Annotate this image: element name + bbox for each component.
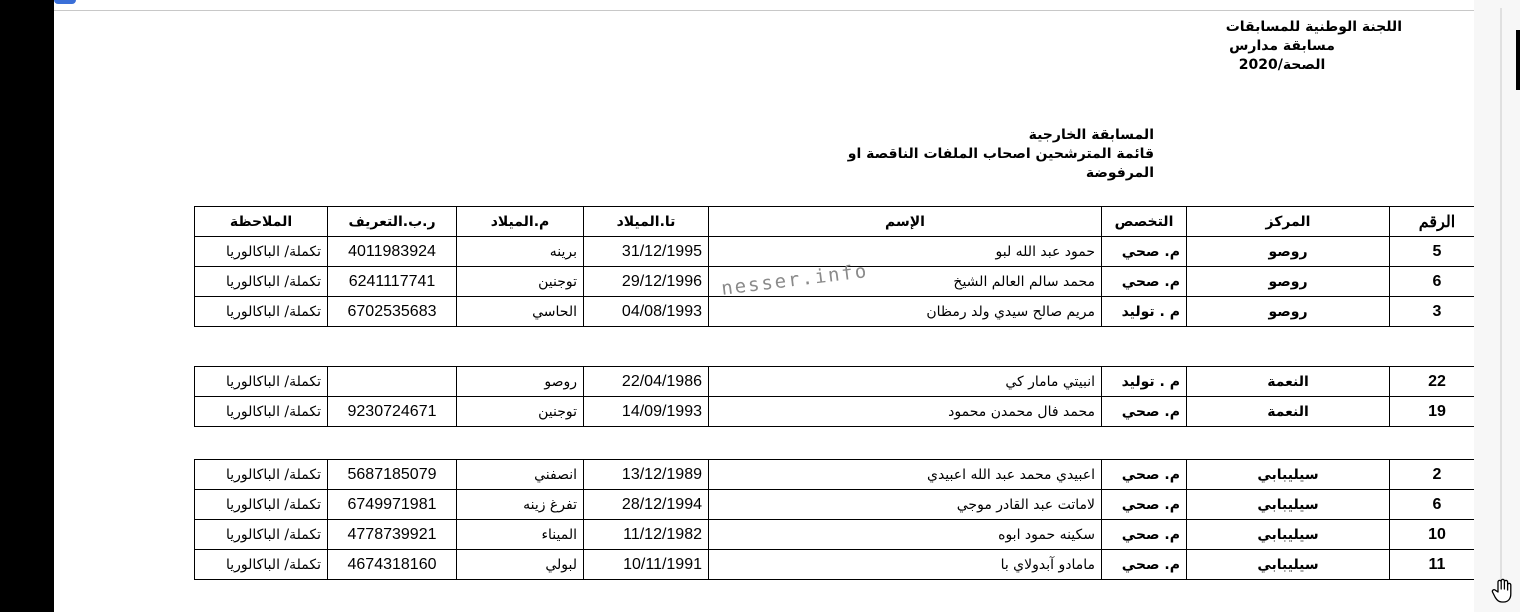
contest-name: مسابقة مدارس [1229, 38, 1335, 54]
table-row [195, 520, 1485, 550]
cell-name: سكينه حمود ابوه [709, 520, 1102, 550]
cell-birth-date: 28/12/1994 [584, 490, 709, 520]
cell-name: مامادو آبدولاي با [709, 550, 1102, 580]
col-number: الرقم [1390, 207, 1485, 237]
cell-id-number: 6702535683 [328, 297, 457, 327]
cell-name: انبيتي مامار كي [709, 367, 1102, 397]
cell-name: اعبيدي محمد عبد الله اعبيدي [709, 460, 1102, 490]
cell-specialty: م. صحي [1102, 550, 1187, 580]
cell-id-number: 4011983924 [328, 237, 457, 267]
cell-number: 22 [1390, 367, 1485, 397]
cell-specialty: م. صحي [1102, 397, 1187, 427]
cell-center: روصو [1187, 267, 1390, 297]
cell-note: تكملة/ الباكالوريا [195, 367, 328, 397]
cell-center: روصو [1187, 237, 1390, 267]
col-note: الملاحظة [195, 207, 328, 237]
table-header-row [195, 207, 1485, 237]
list-title-line2: قائمة المترشحين اصحاب الملفات الناقصة او [847, 146, 1154, 162]
cell-note: تكملة/ الباكالوريا [195, 550, 328, 580]
contest-year: الصحة/2020 [1238, 57, 1326, 73]
cell-number: 3 [1390, 297, 1485, 327]
right-margin [1474, 0, 1520, 612]
cell-number: 19 [1390, 397, 1485, 427]
cell-note: تكملة/ الباكالوريا [195, 237, 328, 267]
cell-name: مريم صالح سيدي ولد رمظان [709, 297, 1102, 327]
cell-center: سيليبابي [1187, 520, 1390, 550]
list-title-line1: المسابقة الخارجية [1028, 127, 1154, 143]
list-title [847, 126, 1154, 183]
cell-birth-place: برينه [457, 237, 584, 267]
cell-specialty: م. صحي [1102, 490, 1187, 520]
cell-birth-date: 31/12/1995 [584, 237, 709, 267]
cell-birth-place: توجنين [457, 397, 584, 427]
org-name: اللجنة الوطنية للمسابقات [1225, 19, 1402, 35]
cell-birth-date: 14/09/1993 [584, 397, 709, 427]
cell-number: 11 [1390, 550, 1485, 580]
col-center: المركز [1187, 207, 1390, 237]
watermark-text: nesser.info [720, 259, 870, 300]
table-row [195, 490, 1485, 520]
cell-birth-date: 04/08/1993 [584, 297, 709, 327]
cell-note: تكملة/ الباكالوريا [195, 520, 328, 550]
cell-center: النعمة [1187, 367, 1390, 397]
cell-birth-place: لبولي [457, 550, 584, 580]
col-birth-date: تا.الميلاد [584, 207, 709, 237]
cell-name: لاماتت عبد القادر موجي [709, 490, 1102, 520]
cell-specialty: م. صحي [1102, 460, 1187, 490]
hand-cursor-icon [1490, 578, 1514, 604]
cell-specialty: م. صحي [1102, 267, 1187, 297]
table-row [195, 237, 1485, 267]
cell-center: سيليبابي [1187, 550, 1390, 580]
cell-specialty: م . توليد [1102, 367, 1187, 397]
cell-id-number: 6749971981 [328, 490, 457, 520]
document-page [54, 0, 1520, 612]
cell-note: تكملة/ الباكالوريا [195, 490, 328, 520]
cell-note: تكملة/ الباكالوريا [195, 460, 328, 490]
cell-name: حمود عبد الله لبو [709, 237, 1102, 267]
cell-number: 6 [1390, 490, 1485, 520]
candidates-table-selibaby [194, 459, 1485, 580]
cell-birth-date: 29/12/1996 [584, 267, 709, 297]
cell-number: 10 [1390, 520, 1485, 550]
cell-center: سيليبابي [1187, 460, 1390, 490]
cell-id-number: 5687185079 [328, 460, 457, 490]
table-row [195, 367, 1485, 397]
cell-birth-place: الميناء [457, 520, 584, 550]
cell-specialty: م. صحي [1102, 237, 1187, 267]
col-name: الإسم [709, 207, 1102, 237]
table-row [195, 297, 1485, 327]
table-row [195, 460, 1485, 490]
cell-id-number: 4674318160 [328, 550, 457, 580]
cell-id-number [328, 367, 457, 397]
scrollbar[interactable] [1500, 8, 1502, 592]
col-id-number: ر.ب.التعريف [328, 207, 457, 237]
cell-specialty: م. صحي [1102, 520, 1187, 550]
cell-id-number: 6241117741 [328, 267, 457, 297]
cell-note: تكملة/ الباكالوريا [195, 297, 328, 327]
cell-birth-place: توجنين [457, 267, 584, 297]
col-birth-place: م.الميلاد [457, 207, 584, 237]
list-title-line3: المرفوضة [1085, 165, 1154, 181]
cell-center: روصو [1187, 297, 1390, 327]
cell-name: محمد سالم العالم الشيخ [709, 267, 1102, 297]
page-edge-marker [54, 0, 76, 4]
cell-birth-place: انصفني [457, 460, 584, 490]
cell-center: النعمة [1187, 397, 1390, 427]
cell-birth-place: روصو [457, 367, 584, 397]
cell-birth-date: 22/04/1986 [584, 367, 709, 397]
organization-header [1162, 18, 1402, 75]
cell-birth-place: تفرغ زينه [457, 490, 584, 520]
edge-mark [1516, 30, 1520, 90]
candidates-table-nema [194, 366, 1485, 427]
cell-specialty: م . توليد [1102, 297, 1187, 327]
cell-note: تكملة/ الباكالوريا [195, 267, 328, 297]
cell-name: محمد فال محمدن محمود [709, 397, 1102, 427]
cell-note: تكملة/ الباكالوريا [195, 397, 328, 427]
table-row [195, 550, 1485, 580]
cell-birth-date: 10/11/1991 [584, 550, 709, 580]
cell-number: 6 [1390, 267, 1485, 297]
cell-id-number: 9230724671 [328, 397, 457, 427]
cell-birth-place: الحاسي [457, 297, 584, 327]
cell-center: سيليبابي [1187, 490, 1390, 520]
cell-birth-date: 11/12/1982 [584, 520, 709, 550]
cell-birth-date: 13/12/1989 [584, 460, 709, 490]
table-row [195, 397, 1485, 427]
col-specialty: التخصص [1102, 207, 1187, 237]
cell-number: 5 [1390, 237, 1485, 267]
cell-id-number: 4778739921 [328, 520, 457, 550]
cell-number: 2 [1390, 460, 1485, 490]
top-divider [54, 10, 1474, 11]
